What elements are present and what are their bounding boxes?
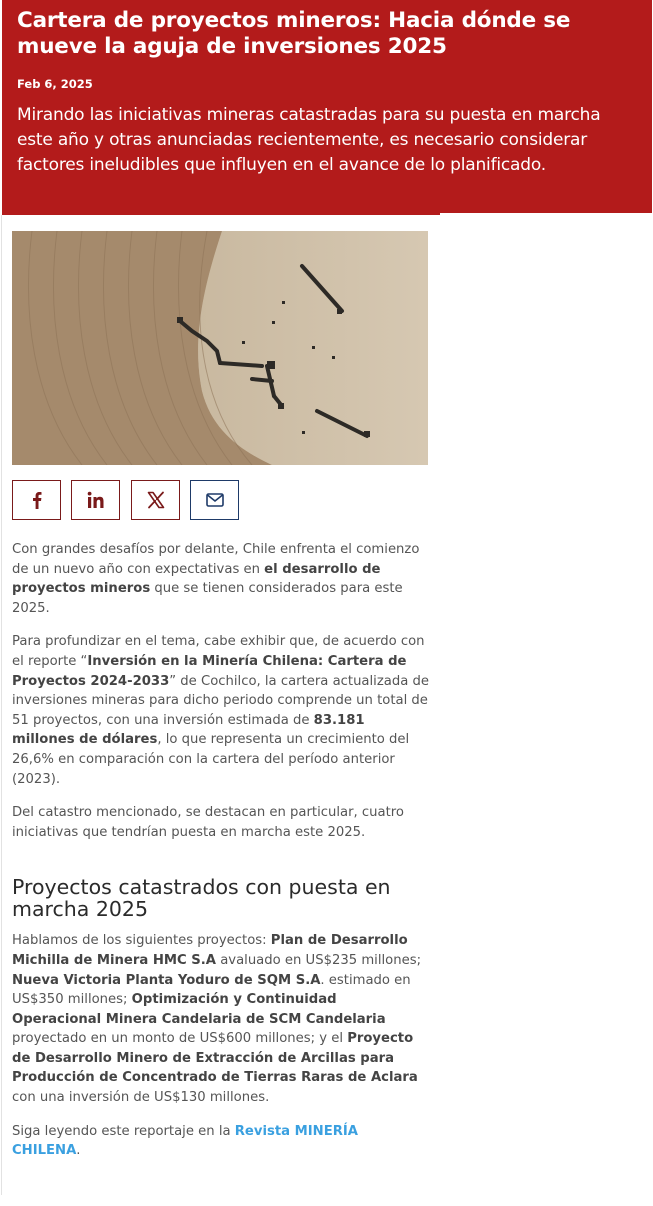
email-share-button[interactable] <box>190 480 239 520</box>
article-body <box>12 540 430 1175</box>
paragraph-cochilco-report: Para profundizar en el tema, cabe exhibir que, de acuerdo con el reporte “Inversión en la Minería Chilena: Cartera de Proyectos 2024-2033” de Cochilco, la cartera actualizada de inversiones mineras para dicho periodo comprende un total de 51 proyectos, con una inversión estimada de 83.181 millones de dólares, lo que representa un crecimiento del 26,6% en comparación con la cartera del período anterior (2023). <box>12 634 429 787</box>
emphasis-report-title: Inversión en la Minería Chilena: Cartera de Proyectos 2024-2033 <box>12 653 407 689</box>
project-nueva-victoria: Nueva Victoria Planta Yoduro de SQM S.A <box>12 972 321 988</box>
article-header <box>2 0 652 215</box>
article-subtitle: Mirando las iniciativas mineras catastradas para su puesta en marcha este año y otras anunciadas recientemente, es necesario considerar factores ineludibles que influyen en el avance de lo planificado. <box>17 105 601 175</box>
revista-mineria-chilena-link[interactable]: Revista MINERÍA CHILENA <box>12 1123 358 1159</box>
emphasis-mining-projects: el desarrollo de proyectos mineros <box>12 561 381 597</box>
content-border <box>1 215 2 1195</box>
linkedin-icon <box>86 490 106 510</box>
header-divider <box>440 213 652 215</box>
section-heading: Proyectos catastrados con puesta en marcha 2025 <box>12 875 391 922</box>
paragraph-intro: Con grandes desafíos por delante, Chile enfrenta el comienzo de un nuevo año con expectativas en el desarrollo de proyectos mineros que se tienen considerados para este 2025. <box>12 542 420 616</box>
paragraph-read-more: Siga leyendo este reportaje en la Revista MINERÍA CHILENA. <box>12 1123 358 1159</box>
linkedin-share-button[interactable] <box>71 480 120 520</box>
x-icon <box>146 490 166 510</box>
project-michilla: Plan de Desarrollo Michilla de Minera HMC S.A <box>12 933 408 968</box>
article-title: Cartera de proyectos mineros: Hacia dónde se mueve la aguja de inversiones 2025 <box>17 8 571 59</box>
envelope-icon <box>205 490 225 510</box>
paragraph-projects: Hablamos de los siguientes proyectos: Plan de Desarrollo Michilla de Minera HMC S.A avaluado en US$235 millones; Nueva Victoria Planta Yoduro de SQM S.A. estimado en US$350 millones; Optimización y Continuidad Operacional Minera Candelaria de SCM Candelaria proyectado en un monto de US$600 millones; y el Proyecto de Desarrollo Minero de Extracción de Arcillas para Producción de Concentrado de Tierras Raras de Aclara con una inversión de US$130 millones. <box>12 933 422 1106</box>
mine-aerial-photo <box>12 231 428 465</box>
project-candelaria: Optimización y Continuidad Operacional Minera Candelaria de SCM Candelaria <box>12 992 386 1027</box>
article-image <box>12 231 428 465</box>
publish-date: Feb 6, 2025 <box>17 77 93 91</box>
facebook-icon <box>27 490 47 510</box>
x-share-button[interactable] <box>131 480 180 520</box>
paragraph-catastro: Del catastro mencionado, se destacan en particular, cuatro iniciativas que tendrían puesta en marcha este 2025. <box>12 805 404 840</box>
project-aclara: Proyecto de Desarrollo Minero de Extracción de Arcillas para Producción de Concentrado de Tierras Raras de Aclara <box>12 1031 418 1086</box>
facebook-share-button[interactable] <box>12 480 61 520</box>
emphasis-investment-total: 83.181 millones de dólares <box>12 712 365 748</box>
